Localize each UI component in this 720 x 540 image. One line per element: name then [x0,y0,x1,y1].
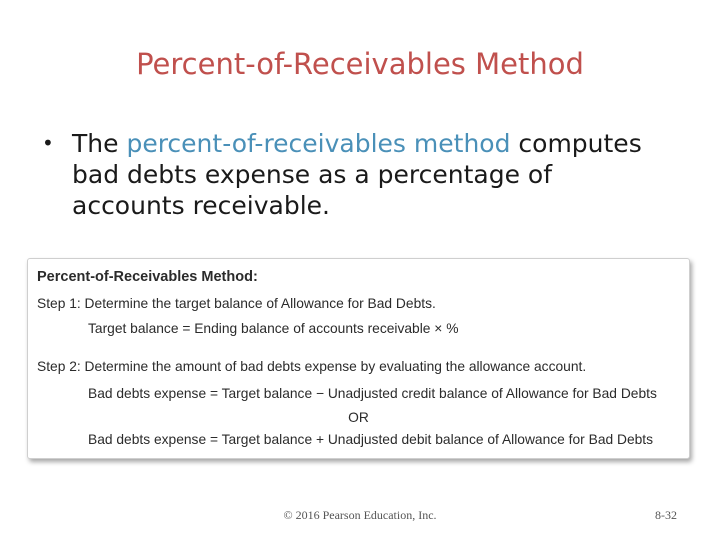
bullet-suffix: computes bad debts expense as a percentage of accounts receivable. [72,129,642,220]
formula-credit-balance: Bad debts expense = Target balance − Unadjusted credit balance of Allowance for Bad Debts [88,386,657,401]
step-2: Step 2: Determine the amount of bad debts expense by evaluating the allowance account. [37,359,587,374]
step-1: Step 1: Determine the target balance of Allowance for Bad Debts. [37,296,436,311]
bullet-text [72,128,672,221]
formula-target-balance: Target balance = Ending balance of accounts receivable × % [88,321,459,336]
bullet-highlight-term: percent-of-receivables method [126,129,511,158]
bullet-prefix: The [72,129,127,158]
slide-title: Percent-of-Receivables Method [136,47,584,81]
copyright-footer: © 2016 Pearson Education, Inc. [283,508,437,522]
formula-debit-balance: Bad debts expense = Target balance + Unadjusted debit balance of Allowance for Bad Debts [88,432,654,447]
box-heading: Percent-of-Receivables Method: [37,269,258,285]
method-box [27,258,690,459]
bullet-marker: • [42,131,54,155]
or-separator: OR [348,410,369,425]
page-number: 8-32 [655,508,677,522]
